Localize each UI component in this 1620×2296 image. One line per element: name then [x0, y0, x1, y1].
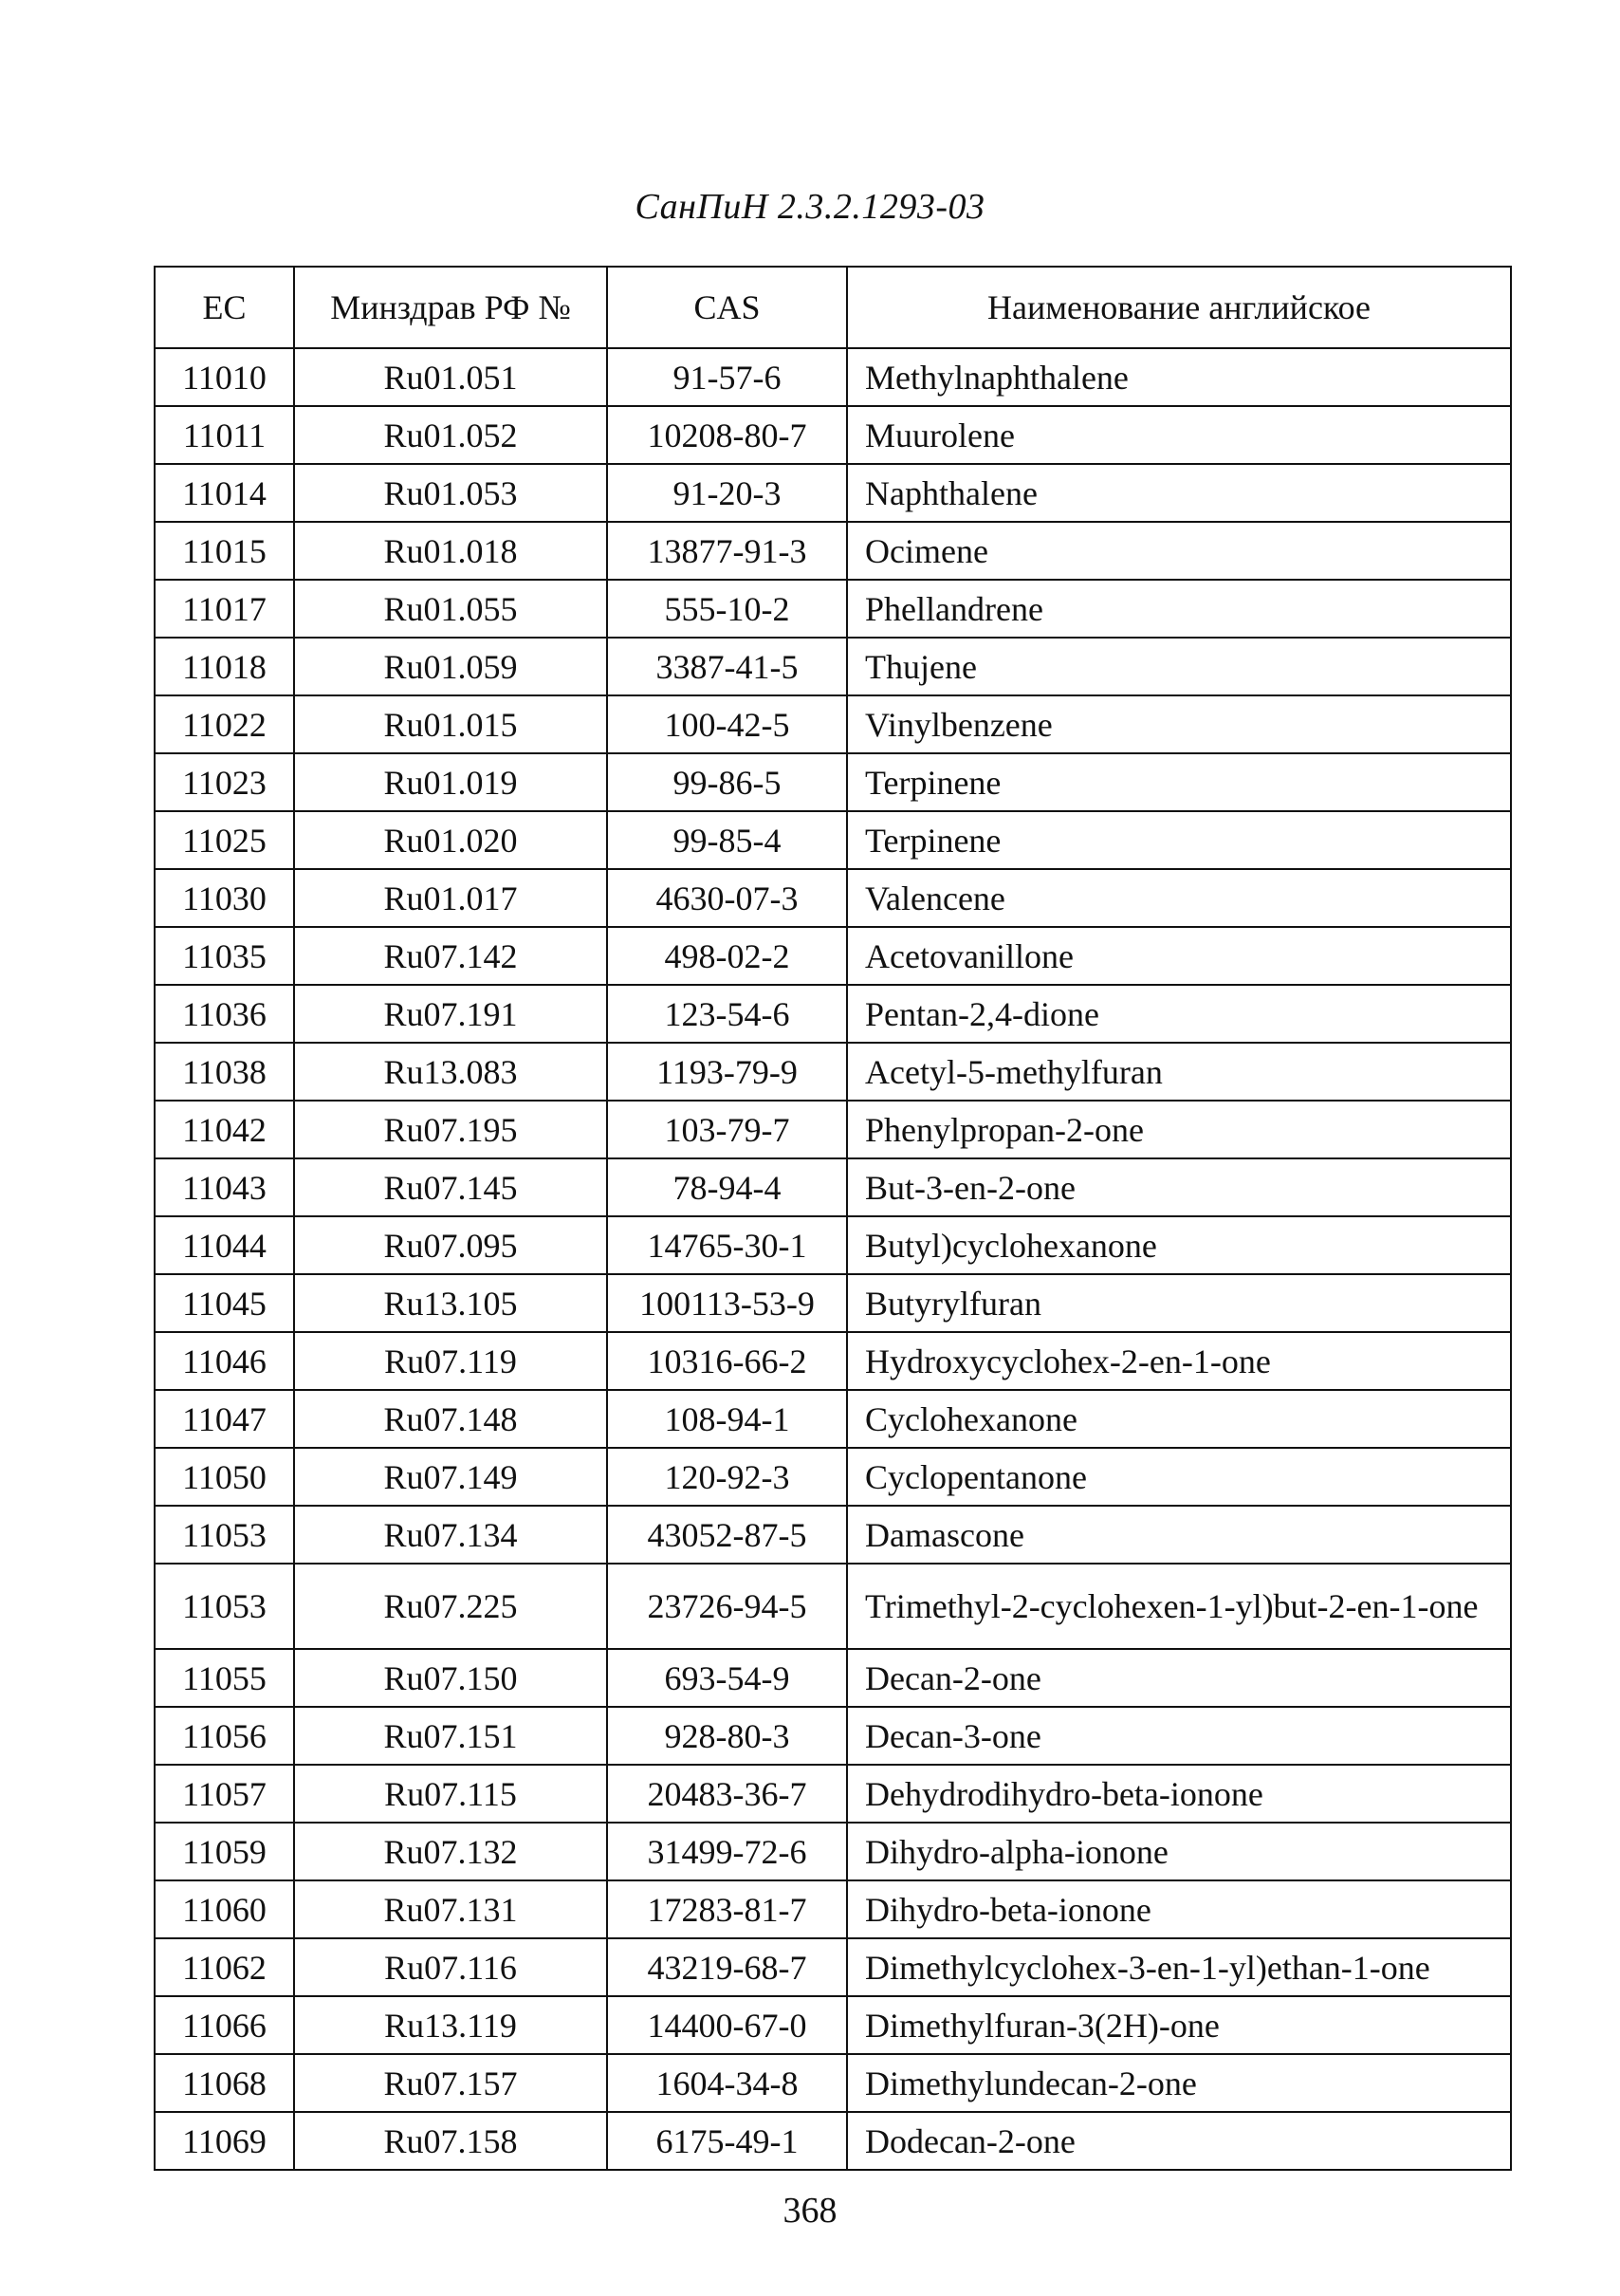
cell-minzdrav-code: Ru13.119: [294, 1996, 607, 2054]
table-row: [155, 1707, 1511, 1765]
cell-name-text: Acetyl-5-methylfuran: [865, 1052, 1163, 1091]
cell-name-en: [847, 580, 1511, 638]
cell-ec: 11056: [155, 1707, 294, 1765]
cell-minzdrav-code: Ru07.115: [294, 1765, 607, 1823]
cell-name-en: [847, 1823, 1511, 1880]
cell-name-en: [847, 985, 1511, 1043]
cell-minzdrav-code: Ru07.195: [294, 1101, 607, 1158]
cell-name-en: [847, 1216, 1511, 1274]
cell-ec: 11043: [155, 1158, 294, 1216]
cell-name-en: [847, 869, 1511, 927]
cell-minzdrav-code: Ru07.148: [294, 1390, 607, 1448]
table-header-row: [155, 267, 1511, 348]
cell-name-en: [847, 1158, 1511, 1216]
cell-cas: 100-42-5: [607, 695, 847, 753]
cell-name-text: Dodecan-2-one: [865, 2121, 1076, 2160]
cell-name-text: Methylnaphthalene: [865, 358, 1129, 397]
cell-cas: 20483-36-7: [607, 1765, 847, 1823]
cell-minzdrav-code: Ru07.149: [294, 1448, 607, 1506]
cell-name-text: Dimethylundecan-2-one: [865, 2064, 1197, 2102]
table-row: [155, 1390, 1511, 1448]
cell-ec: 11045: [155, 1274, 294, 1332]
cell-minzdrav-code: Ru01.059: [294, 638, 607, 695]
cell-name-text: Dimethylcyclohex-3-en-1-yl)ethan-1-one: [865, 1948, 1430, 1987]
cell-cas: 17283-81-7: [607, 1880, 847, 1938]
cell-ec: 11017: [155, 580, 294, 638]
cell-ec: 11014: [155, 464, 294, 522]
cell-name-text: Terpinene: [865, 821, 1002, 860]
table-row: [155, 695, 1511, 753]
cell-minzdrav-code: Ru07.131: [294, 1880, 607, 1938]
cell-cas: 123-54-6: [607, 985, 847, 1043]
table-row: [155, 638, 1511, 695]
cell-minzdrav-code: Ru01.053: [294, 464, 607, 522]
cell-cas: 14765-30-1: [607, 1216, 847, 1274]
table-row: [155, 1043, 1511, 1101]
cell-name-en: [847, 1043, 1511, 1101]
table-body: [155, 348, 1511, 2170]
table-row: [155, 1216, 1511, 1274]
cell-ec: 11030: [155, 869, 294, 927]
cell-ec: 11023: [155, 753, 294, 811]
cell-name-text: Trimethyl-2-cyclohexen-1-yl)but-2-en-1-one: [865, 1587, 1479, 1625]
cell-minzdrav-code: Ru01.020: [294, 811, 607, 869]
cell-minzdrav-code: Ru01.019: [294, 753, 607, 811]
cell-name-text: Naphthalene: [865, 473, 1038, 512]
cell-cas: 120-92-3: [607, 1448, 847, 1506]
cell-ec: 11036: [155, 985, 294, 1043]
cell-ec: 11042: [155, 1101, 294, 1158]
cell-name-text: Butyl)cyclohexanone: [865, 1226, 1157, 1265]
cell-ec: 11025: [155, 811, 294, 869]
cell-ec: 11015: [155, 522, 294, 580]
cell-ec: 11038: [155, 1043, 294, 1101]
column-header-ec: EC: [155, 267, 294, 348]
table-row: [155, 869, 1511, 927]
cell-name-text: Dimethylfuran-3(2H)-one: [865, 2006, 1220, 2045]
cell-name-en: [847, 753, 1511, 811]
cell-minzdrav-code: Ru07.116: [294, 1938, 607, 1996]
cell-cas: 928-80-3: [607, 1707, 847, 1765]
cell-name-en: [847, 1390, 1511, 1448]
cell-minzdrav-code: Ru07.119: [294, 1332, 607, 1390]
cell-name-text: Phenylpropan-2-one: [865, 1110, 1144, 1149]
cell-minzdrav-code: Ru01.018: [294, 522, 607, 580]
table-row: [155, 522, 1511, 580]
cell-cas: 4630-07-3: [607, 869, 847, 927]
cell-minzdrav-code: Ru01.052: [294, 406, 607, 464]
cell-ec: 11022: [155, 695, 294, 753]
cell-ec: 11069: [155, 2112, 294, 2170]
cell-name-en: [847, 1448, 1511, 1506]
cell-ec: 11057: [155, 1765, 294, 1823]
cell-name-text: Decan-2-one: [865, 1658, 1041, 1697]
table-row: [155, 1996, 1511, 2054]
cell-name-en: [847, 695, 1511, 753]
cell-minzdrav-code: Ru01.051: [294, 348, 607, 406]
table-row: [155, 464, 1511, 522]
cell-name-text: Acetovanillone: [865, 936, 1074, 975]
cell-name-en: [847, 811, 1511, 869]
table-row: [155, 1158, 1511, 1216]
cell-minzdrav-code: Ru07.225: [294, 1564, 607, 1649]
cell-ec: 11011: [155, 406, 294, 464]
substances-table: [154, 266, 1512, 2171]
cell-name-en: [847, 1274, 1511, 1332]
table-row: [155, 1765, 1511, 1823]
table-row: [155, 985, 1511, 1043]
cell-name-text: Cyclopentanone: [865, 1457, 1087, 1496]
cell-cas: 99-86-5: [607, 753, 847, 811]
cell-minzdrav-code: Ru01.015: [294, 695, 607, 753]
cell-minzdrav-code: Ru07.142: [294, 927, 607, 985]
cell-ec: 11059: [155, 1823, 294, 1880]
page-number: 368: [782, 2191, 838, 2231]
cell-name-text: Dihydro-alpha-ionone: [865, 1832, 1169, 1871]
cell-name-text: Pentan-2,4-dione: [865, 994, 1099, 1033]
cell-cas: 43052-87-5: [607, 1506, 847, 1564]
cell-minzdrav-code: Ru07.132: [294, 1823, 607, 1880]
table-row: [155, 1938, 1511, 1996]
table-row: [155, 1564, 1511, 1649]
cell-name-text: Valencene: [865, 879, 1005, 917]
cell-ec: 11044: [155, 1216, 294, 1274]
cell-name-text: Butyrylfuran: [865, 1284, 1041, 1323]
cell-cas: 103-79-7: [607, 1101, 847, 1158]
cell-cas: 78-94-4: [607, 1158, 847, 1216]
table-row: [155, 753, 1511, 811]
cell-minzdrav-code: Ru07.191: [294, 985, 607, 1043]
cell-minzdrav-code: Ru01.017: [294, 869, 607, 927]
cell-name-en: [847, 1564, 1511, 1649]
page-header-title: СанПиН 2.3.2.1293-03: [635, 187, 985, 227]
cell-name-en: [847, 522, 1511, 580]
cell-minzdrav-code: Ru13.105: [294, 1274, 607, 1332]
cell-name-text: Dihydro-beta-ionone: [865, 1890, 1151, 1929]
cell-name-text: Vinylbenzene: [865, 705, 1053, 744]
cell-minzdrav-code: Ru01.055: [294, 580, 607, 638]
cell-name-en: [847, 1101, 1511, 1158]
table-row: [155, 1274, 1511, 1332]
cell-minzdrav-code: Ru07.134: [294, 1506, 607, 1564]
cell-minzdrav-code: Ru07.158: [294, 2112, 607, 2170]
cell-name-text: Hydroxycyclohex-2-en-1-one: [865, 1342, 1271, 1380]
cell-name-text: Ocimene: [865, 531, 988, 570]
table-row: [155, 1880, 1511, 1938]
cell-cas: 100113-53-9: [607, 1274, 847, 1332]
cell-ec: 11062: [155, 1938, 294, 1996]
cell-name-text: Terpinene: [865, 763, 1002, 802]
table-row: [155, 406, 1511, 464]
cell-name-text: Thujene: [865, 647, 977, 686]
cell-name-en: [847, 348, 1511, 406]
cell-name-en: [847, 1938, 1511, 1996]
column-header-cas: CAS: [607, 267, 847, 348]
cell-ec: 11046: [155, 1332, 294, 1390]
cell-name-en: [847, 1332, 1511, 1390]
cell-name-en: [847, 1649, 1511, 1707]
cell-cas: 10208-80-7: [607, 406, 847, 464]
table-row: [155, 348, 1511, 406]
table-row: [155, 927, 1511, 985]
cell-cas: 43219-68-7: [607, 1938, 847, 1996]
table-row: [155, 1101, 1511, 1158]
cell-ec: 11018: [155, 638, 294, 695]
cell-cas: 1604-34-8: [607, 2054, 847, 2112]
cell-ec: 11035: [155, 927, 294, 985]
cell-name-en: [847, 464, 1511, 522]
table-row: [155, 580, 1511, 638]
cell-cas: 23726-94-5: [607, 1564, 847, 1649]
cell-ec: 11047: [155, 1390, 294, 1448]
cell-cas: 555-10-2: [607, 580, 847, 638]
cell-ec: 11010: [155, 348, 294, 406]
cell-ec: 11053: [155, 1506, 294, 1564]
table-row: [155, 811, 1511, 869]
column-header-minzdrav: Минздрав РФ №: [294, 267, 607, 348]
cell-cas: 693-54-9: [607, 1649, 847, 1707]
cell-cas: 6175-49-1: [607, 2112, 847, 2170]
cell-name-en: [847, 2054, 1511, 2112]
cell-minzdrav-code: Ru07.145: [294, 1158, 607, 1216]
cell-minzdrav-code: Ru07.151: [294, 1707, 607, 1765]
cell-name-text: But-3-en-2-one: [865, 1168, 1076, 1207]
cell-minzdrav-code: Ru07.150: [294, 1649, 607, 1707]
cell-ec: 11068: [155, 2054, 294, 2112]
table-row: [155, 1332, 1511, 1390]
column-header-name-en: Наименование английское: [847, 267, 1511, 348]
table-row: [155, 2112, 1511, 2170]
table-row: [155, 2054, 1511, 2112]
cell-minzdrav-code: Ru13.083: [294, 1043, 607, 1101]
cell-name-text: Muurolene: [865, 416, 1015, 454]
cell-cas: 91-57-6: [607, 348, 847, 406]
cell-name-text: Dehydrodihydro-beta-ionone: [865, 1774, 1263, 1813]
cell-ec: 11066: [155, 1996, 294, 2054]
cell-name-text: Cyclohexanone: [865, 1399, 1077, 1438]
cell-name-en: [847, 406, 1511, 464]
cell-name-en: [847, 638, 1511, 695]
cell-name-en: [847, 927, 1511, 985]
cell-name-en: [847, 1506, 1511, 1564]
table-row: [155, 1823, 1511, 1880]
cell-cas: 498-02-2: [607, 927, 847, 985]
cell-cas: 3387-41-5: [607, 638, 847, 695]
cell-cas: 13877-91-3: [607, 522, 847, 580]
cell-ec: 11050: [155, 1448, 294, 1506]
cell-name-text: Damascone: [865, 1515, 1024, 1554]
cell-cas: 31499-72-6: [607, 1823, 847, 1880]
table-row: [155, 1649, 1511, 1707]
cell-name-en: [847, 1707, 1511, 1765]
cell-cas: 91-20-3: [607, 464, 847, 522]
cell-name-en: [847, 2112, 1511, 2170]
cell-name-en: [847, 1996, 1511, 2054]
cell-ec: 11055: [155, 1649, 294, 1707]
cell-name-en: [847, 1765, 1511, 1823]
cell-cas: 1193-79-9: [607, 1043, 847, 1101]
cell-cas: 14400-67-0: [607, 1996, 847, 2054]
cell-ec: 11060: [155, 1880, 294, 1938]
cell-name-text: Phellandrene: [865, 589, 1043, 628]
cell-cas: 10316-66-2: [607, 1332, 847, 1390]
cell-minzdrav-code: Ru07.095: [294, 1216, 607, 1274]
cell-name-text: Decan-3-one: [865, 1716, 1041, 1755]
cell-minzdrav-code: Ru07.157: [294, 2054, 607, 2112]
table-row: [155, 1506, 1511, 1564]
cell-name-en: [847, 1880, 1511, 1938]
cell-cas: 99-85-4: [607, 811, 847, 869]
cell-ec: 11053: [155, 1564, 294, 1649]
cell-cas: 108-94-1: [607, 1390, 847, 1448]
table-row: [155, 1448, 1511, 1506]
